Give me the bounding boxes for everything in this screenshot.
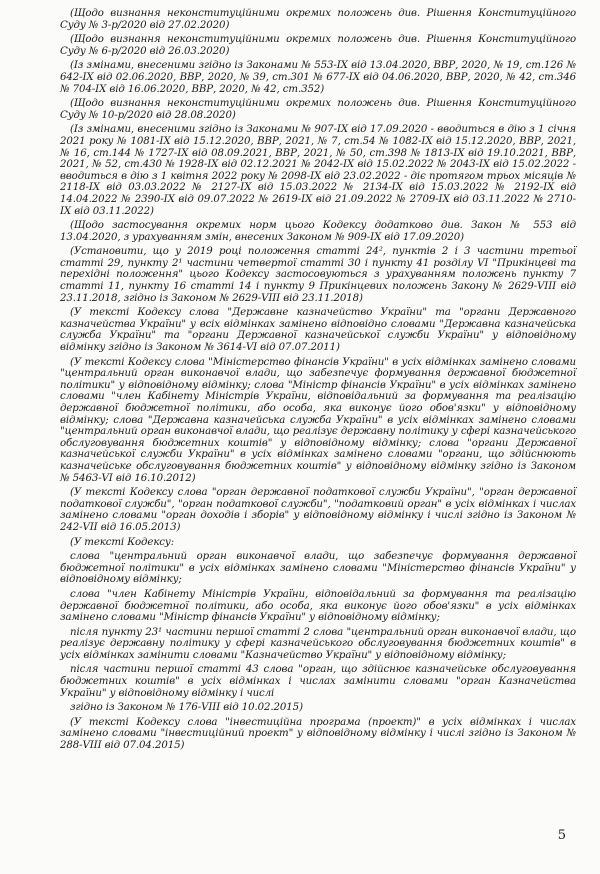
note-paragraph-10: (У тексті Кодексу слова "орган державної податкової служби України", "орган державної податкової служби", "орган податкової служби", "податковий орган" в усіх відмінках і числах замінено словами "орган доходів і зборів" у відповідному відмінку і числі згідно із Законом № 242-VII від 16.05.2013) — [60, 487, 576, 533]
note-paragraph-11: (У тексті Кодексу: — [70, 536, 175, 548]
note-paragraph-2: (Щодо визнання неконституційними окремих положень див. Рішення Конституційного Суду № 6-р/2020 від 26.03.2020) — [60, 34, 576, 57]
note-paragraph-6: (Щодо застосування окремих норм цього Кодексу додатково див. Закон № 553 від 13.04.2020, з урахуванням змін, внесених Законом № 909-IX від 17.09.2020) — [60, 220, 576, 243]
note-paragraph-14: після пункту 23¹ частини першої статті 2 слова "центральний орган виконавчої влади, що реалізує державну політику у сфері казначейського обслуговування бюджетних коштів" в усіх відмінках замінити словами "Казначейство України" у відповідному відмінку; — [60, 626, 576, 661]
page-number: 5 — [557, 828, 566, 843]
note-paragraph-1: (Щодо визнання неконституційними окремих положень див. Рішення Конституційного Суду № 3-р/2020 від 27.02.2020) — [60, 8, 576, 31]
note-paragraph-12: слова "центральний орган виконавчої влади, що забезпечує формування державної бюджетної політики" в усіх відмінках замінено словами "Міністерство фінансів України" у відповідному відмінку; — [60, 551, 576, 586]
note-paragraph-9: (У тексті Кодексу слова "Міністерство фінансів України" в усіх відмінках замінено словами "центральний орган виконавчої влади, що забезпечує формування державної бюджетної політики" у відповідному відмінку; слова "Міністр фінансів України" в усіх відмінках замінено словами "член Кабінету Міністрів України, відповідальний за формування та реалізацію державної бюджетної політики, або особа, яка виконує його обов'язки" у відповідному відмінку; слова "Державна казначейська служба України" в усіх відмінках замінено словами "центральний орган виконавчої влади, що реалізує державну політику у сфері казначейського обслуговування бюджетних коштів" у відповідному відмінку; слова "органи Державної казначейської служби України" в усіх відмінках замінено словами "органи, що здійснюють казначейське обслуговування бюджетних коштів" у відповідному відмінку згідно із Законом № 5463-VI від 16.10.2012) — [60, 356, 576, 484]
note-paragraph-5: (Із змінами, внесеними згідно із Законами № 907-IX від 17.09.2020 - вводиться в дію з 1 січня 2021 року № 1081-IX від 15.12.2020, ВВР, 2021, № 7, ст.54 № 1082-IX від 15.12.2020, ВВР, 2021, № 16, ст.144 № 1727-IX від 08.09.2021, ВВР, 2021, № 50, ст.398 № 1813-IX від 19.10.2021, ВВР, 2021, № 52, ст.430 № 1928-IX від 02.12.2021 № 2042-IX від 15.02.2022 № 2043-IX від 15.02.2022 - вводиться в дію з 1 квітня 2022 року № 2098-IX від 23.02.2022 - діє протягом трьох місяців № 2118-IX від 03.03.2022 № 2127-IX від 15.03.2022 № 2134-IX від 15.03.2022 № 2192-IX від 14.04.2022 № 2390-IX від 09.07.2022 № 2619-IX від 21.09.2022 № 2709-IX від 03.11.2022 № 2710-IX від 03.11.2022) — [60, 124, 576, 217]
note-paragraph-4: (Щодо визнання неконституційними окремих положень див. Рішення Конституційного Суду № 10-р/2020 від 28.08.2020) — [60, 98, 576, 121]
note-paragraph-16: згідно із Законом № 176-VIII від 10.02.2015) — [70, 702, 303, 714]
note-paragraph-8: (У тексті Кодексу слова "Державне казначейство України" та "органи Державного казначейства України" у всіх відмінках замінено відповідно словами "Державна казначейська служба України" та "органи Державної казначейської служби України" у відповідному відмінку згідно із Законом № 3614-VI від 07.07.2011) — [60, 307, 576, 354]
note-paragraph-7: (Установити, що у 2019 році положення статті 24², пунктів 2 і 3 частини третьої статті 29, пункту 2¹ частини четвертої статті 30 і пункту 41 розділу VI "Прикінцеві та перехідні положення" цього Кодексу застосовуються з урахуванням положень пункту 7 статті 11, пункту 16 статті 14 і пункту 9 Прикінцевих положень Закону № 2629-VIII від 23.11.2018, згідно із Законом № 2629-VIII від 23.11.2018) — [60, 246, 576, 304]
note-paragraph-3: (Із змінами, внесеними згідно із Законами № 553-IX від 13.04.2020, ВВР, 2020, № 19, ст.126 № 642-IX від 02.06.2020, ВВР, 2020, № 39, ст.301 № 677-IX від 04.06.2020, ВВР, 2020, № 42, ст.346 № 704-IX від 16.06.2020, ВВР, 2020, № 42, ст.352) — [60, 60, 576, 95]
note-paragraph-13: слова "член Кабінету Міністрів України, відповідальний за формування та реалізацію державної бюджетної політики, або особа, яка виконує його обов'язки" в усіх відмінках замінено словами "Міністр фінансів України" у відповідному відмінку; — [60, 588, 576, 624]
note-paragraph-15: після частини першої статті 43 слова "орган, що здійснює казначейське обслуговування бюджетних коштів" в усіх відмінках і числах замінити словами "орган Казначейства України" у відповідному відмінку і числі — [60, 664, 576, 699]
note-paragraph-17: (У тексті Кодексу слова "інвестиційна програма (проект)" в усіх відмінках і числах замінено словами "інвестиційний проект" у відповідному відмінку і числі згідно із Законом № 288-VIII від 07.04.2015) — [60, 716, 576, 752]
